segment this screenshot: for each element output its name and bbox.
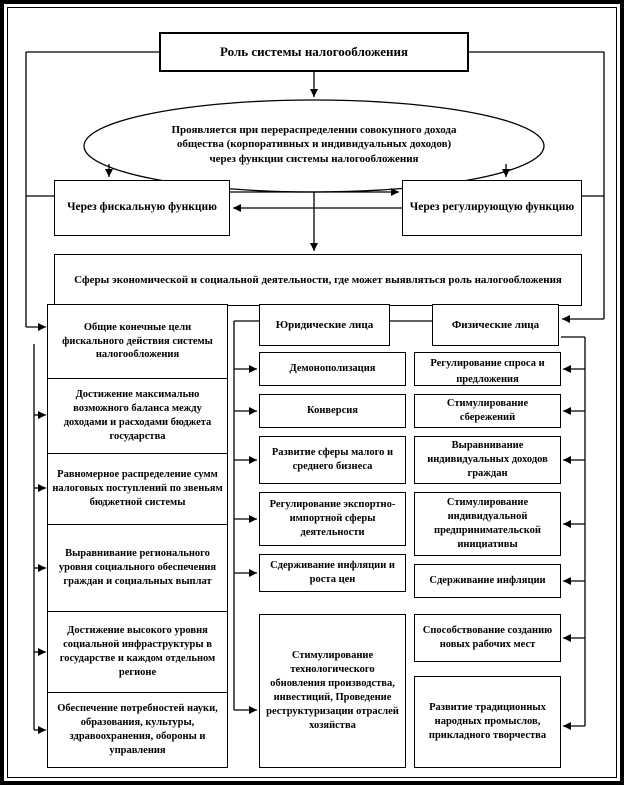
- redistribution-ellipse-text: Проявляется при перераспределении совокупного дохода общества (корпоративных и индивидуальных доходов) через функции системы налогообложения: [171, 124, 457, 165]
- individual-measure-box: Стимулирование индивидуальной предпринимательской инициативы: [414, 492, 561, 556]
- individual-measure-box: Выравнивание индивидуальных доходов граждан: [414, 436, 561, 484]
- legal-entity-measure-box: Стимулирование технологического обновления производства, инвестиций, Проведение реструктуризации отраслей хозяйства: [259, 614, 406, 768]
- legal-entity-measure-box: Демонополизация: [259, 352, 406, 386]
- fiscal-function-box: Через фискальную функцию: [54, 180, 230, 236]
- legal-entity-measure-box: Развитие сферы малого и среднего бизнеса: [259, 436, 406, 484]
- individual-measure-box: Сдерживание инфляции: [414, 564, 561, 598]
- individual-measure-box: Способствование созданию новых рабочих мест: [414, 614, 561, 662]
- legal-entity-measure-box: Регулирование экспортно-импортной сферы деятельности: [259, 492, 406, 546]
- spheres-box: Сферы экономической и социальной деятельности, где может выявляться роль налогообложения: [54, 254, 582, 306]
- individual-measure-box: Стимулирование сбережений: [414, 394, 561, 428]
- individual-measure-box: Развитие традиционных народных промыслов, прикладного творчества: [414, 676, 561, 768]
- regulating-function-box: Через регулирующую функцию: [402, 180, 582, 236]
- fiscal-goal-box: Достижение высокого уровня социальной инфраструктуры в государстве и каждом отдельном регионе: [47, 611, 228, 693]
- fiscal-goal-box: Обеспечение потребностей науки, образования, культуры, здравоохранения, обороны и управления: [47, 692, 228, 768]
- individual-measure-box: Регулирование спроса и предложения: [414, 352, 561, 386]
- legal-entity-measure-box: Сдерживание инфляции и роста цен: [259, 554, 406, 592]
- fiscal-goals-header-box: Общие конечные цели фискального действия системы налогообложения: [47, 304, 228, 379]
- legal-entity-measure-box: Конверсия: [259, 394, 406, 428]
- fiscal-goal-box: Достижение максимально возможного баланса между доходами и расходами бюджета государства: [47, 378, 228, 454]
- fiscal-goal-box: Равномерное распределение сумм налоговых поступлений по звеньям бюджетной системы: [47, 453, 228, 525]
- individuals-header-box: Физические лица: [432, 304, 559, 346]
- fiscal-goal-box: Выравнивание регионального уровня социального обеспечения граждан и социальных выплат: [47, 524, 228, 612]
- legal-entities-header-box: Юридические лица: [259, 304, 390, 346]
- title-box: Роль системы налогообложения: [159, 32, 469, 72]
